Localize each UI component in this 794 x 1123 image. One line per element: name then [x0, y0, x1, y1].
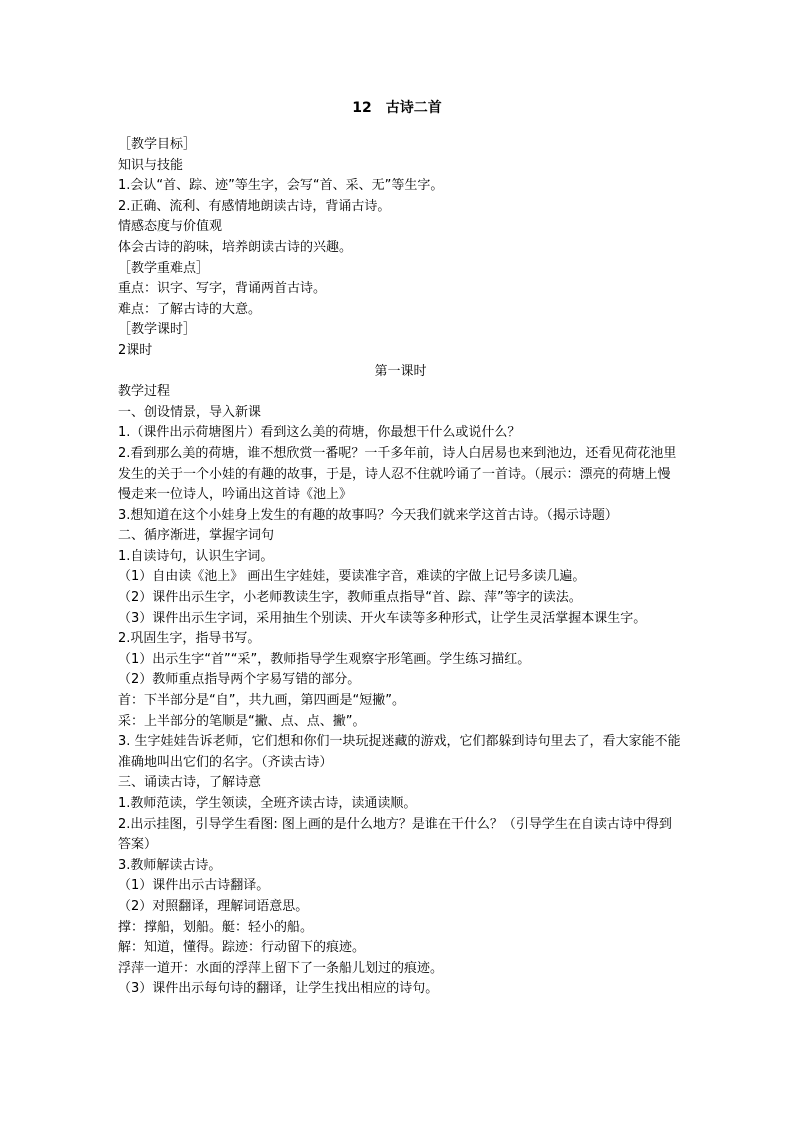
document-paragraph: ［教学课时］ [118, 322, 197, 338]
document-paragraph: 二、循序渐进，掌握字词句 [118, 528, 275, 544]
document-paragraph: （1）自由读《池上》 画出生字娃娃，要读准字音，难读的字做上记号多读几遍。 [118, 569, 586, 585]
document-paragraph: 1.会认“首、踪、迹”等生字，会写“首、采、无”等生字。 [118, 178, 444, 194]
document-paragraph: 3. 生字娃娃告诉老师，它们想和你们一块玩捉迷藏的游戏，它们都躲到诗句里去了，看大家能不能准确地叫出它们的名字。（齐读古诗） [118, 734, 681, 770]
document-paragraph: 教学过程 [118, 384, 171, 400]
document-paragraph: （2）对照翻译，理解词语意思。 [118, 898, 309, 914]
document-paragraph: （3）课件出示每句诗的翻译，让学生找出相应的诗句。 [118, 981, 439, 997]
document-paragraph: 2.出示挂图，引导学生看图: 图上画的是什么地方？是谁在干什么？（引导学生在自读古诗中得到答案） [118, 816, 672, 853]
document-paragraph: 2.看到那么美的荷塘，谁不想欣赏一番呢？一千多年前，诗人白居易也来到池边，还看见荷花池里发生的关于一个小娃的有趣的故事，于是，诗人忍不住就吟诵了一首诗。（展示：漂亮的荷塘上慢慢走来一位诗人，吟诵出这首诗《池上》 [118, 445, 677, 503]
document-paragraph: 解：知道，懂得。踪迹：行动留下的痕迹。 [118, 940, 366, 956]
document-paragraph: 2.正确、流利、有感情地朗读古诗，背诵古诗。 [118, 198, 391, 214]
document-paragraph: 采：上半部分的笔顺是“撇、点、点、撇”。 [118, 713, 366, 729]
document-paragraph: 2.巩固生字，指导书写。 [118, 631, 261, 647]
document-paragraph: ［教学重难点］ [118, 260, 210, 276]
document-paragraph: （2）教师重点指导两个字易写错的部分。 [118, 672, 361, 688]
document-paragraph: 1.自读诗句，认识生字词。 [118, 548, 274, 564]
document-paragraph: 情感态度与价值观 [118, 219, 223, 235]
document-paragraph: 撑：撑船，划船。艇：轻小的船。 [118, 919, 314, 935]
document-paragraph: （2）课件出示生字，小老师教读生字，教师重点指导“首、踪、萍”等字的读法。 [118, 590, 582, 606]
document-paragraph: 1.教师范读，学生领读，全班齐读古诗，读通读顺。 [118, 796, 417, 811]
document-paragraph: （3）课件出示生字词，采用抽生个别读、开火车读等多种形式，让学生灵活掌握本课生字。 [118, 610, 647, 626]
document-paragraph: 知识与技能 [118, 157, 184, 173]
document-paragraph: （1）出示生字“首”“采”，教师指导学生观察字形笔画。学生练习描红。 [118, 651, 531, 667]
document-paragraph: 一、创设情景，导入新课 [118, 404, 262, 420]
document-paragraph: 重点：识字、写字，背诵两首古诗。 [118, 281, 327, 297]
document-body [118, 135, 683, 1000]
document-paragraph: 首：下半部分是“自”，共九画，第四画是“短撇”。 [118, 693, 405, 709]
document-paragraph: 难点：了解古诗的大意。 [118, 301, 262, 317]
document-paragraph: （1）课件出示古诗翻译。 [118, 878, 270, 894]
document-paragraph: 3.教师解读古诗。 [118, 857, 222, 873]
document-paragraph: 2课时 [118, 342, 153, 358]
document-paragraph: 体会古诗的韵味，培养朗读古诗的兴趣。 [118, 239, 353, 255]
document-paragraph: 三、诵读古诗，了解诗意 [118, 775, 262, 791]
document-paragraph: ［教学目标］ [118, 137, 197, 152]
document-paragraph: 浮萍一道开：水面的浮萍上留下了一条船儿划过的痕迹。 [118, 960, 444, 976]
document-paragraph: 第一课时 [374, 363, 427, 379]
document-paragraph: 3.想知道在这个小娃身上发生的有趣的故事吗？今天我们就来学这首古诗。（揭示诗题） [118, 507, 618, 523]
document-paragraph: 1.（课件出示荷塘图片）看到这么美的荷塘，你最想干什么或说什么？ [118, 425, 521, 441]
page-title: 12 古诗二首 [352, 100, 442, 116]
